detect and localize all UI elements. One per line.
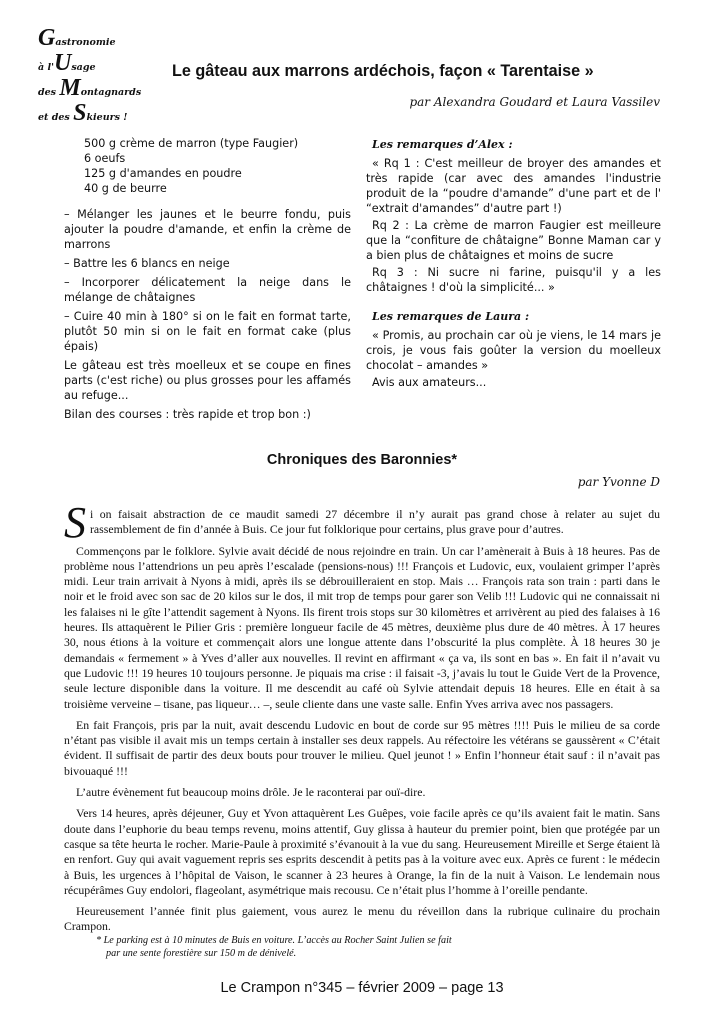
chronicle-paragraph: En fait François, pris par la nuit, avait descendu Ludovic en bout de corde sur 95 mètres !!!! Puis le milieu de sa corde n’étant pas visible il avait mis un temps certain à installer ses deux rappels. Au réfectoire les vétérans se gaussèrent « C’était évident. Il suffisait de partir des deux bouts pour trouver le milieu. Quel jeunot ! » Enfin l’honneur était sauf : il n’avait pas bivouaqué !!! bbox=[64, 717, 660, 778]
chronicle-paragraph: Heureusement l’année finit plus gaiement, vous aurez le menu du réveillon dans la rubrique culinaire du prochain Crampon. bbox=[64, 904, 660, 934]
recipe-remarks bbox=[366, 137, 661, 392]
chronicle-body bbox=[64, 498, 660, 941]
recipe-steps bbox=[64, 207, 351, 426]
chronicle-paragraph: Commençons par le folklore. Sylvie avait décidé de nous rejoindre en train. Un car l’amènerait à Buis à 18 heures. Pas de problème nous l’attendrions un peu après l’escalade (pensions-nous) !!! François et Ludovic, eux, voulaient grimper l’après midi. Leur train arrivait à Nyons à midi, après ils se débrouilleraient en stop. Mais … François rata son train : parti dans le noir et le froid avec son sac de 20 kilos sur le dos, il mit trop de temps pour garer son Velib !!! Ludovic qui ne connaissait ni les falaises ni le gîte l’attendit sagement à Nyons. Ils firent trois stops sur 30 kilomètres et arrivèrent au pied des falaises à 16 heures. Ils attaquèrent le Pilier Gris : première longueur facile de 45 mètres, deuxième plus dure de 40 mètres. À 17 heures 30, nous étions à la voiture et commençait alors une longue attente dans l’obscurité la plus complète. À 18 heures 30 je demandais « fermement » à Yves d’aller aux nouvelles. Il revint en affirmant « ça va, ils sont en bas ». En fait il n’avait vu que Ludovic !!! 19 heures 10 toujours personne. Je piquais ma crise : il faisait -3, j’avais lu tout le Guide Vert de la Provence, seule lecture disponible dans la voiture. Il me descendit au café où Sylvie attendait depuis 18 heures. Elle en était à sa troisième verveine – tisane, pas liqueur… –, seule cliente dans une vaste salle. Enfin Yves arriva avec nos passagers. bbox=[64, 543, 660, 711]
remark-paragraph: Avis aux amateurs... bbox=[372, 376, 487, 389]
recipe-step: Bilan des courses : très rapide et trop bon :) bbox=[64, 408, 311, 421]
remark-paragraph: Rq 2 : La crème de marron Faugier est meilleure que la “confiture de châtaigne” Bonne Maman car y a bien plus de châtaignes et moins de sucre bbox=[366, 219, 661, 262]
magazine-logo: Gastronomie à l'Usage des Montagnards et des Skieurs ! bbox=[38, 25, 142, 126]
chronicle-paragraph: L’autre évènement fut beaucoup moins drôle. Je le raconterai par ouï-dire. bbox=[76, 785, 426, 800]
recipe-step: – Incorporer délicatement la neige dans le mélange de châtaignes bbox=[64, 276, 351, 304]
chronicle-paragraph: Si on faisait abstraction de ce maudit samedi 27 décembre il n’y aurait pas grand chose à relater au sujet du rassemblement de fin d’année à Buis. Ce jour fut folklorique pour certains, plus grave pour d’autres. bbox=[64, 498, 660, 547]
remarks-laura-heading: Les remarques de Laura : bbox=[372, 310, 530, 323]
remarks-alex-heading: Les remarques d’Alex : bbox=[372, 138, 513, 151]
chronicle-byline: par Yvonne D bbox=[577, 475, 660, 489]
drop-cap: S bbox=[64, 498, 86, 547]
recipe-title: Le gâteau aux marrons ardéchois, façon « Tarentaise » bbox=[172, 62, 594, 80]
recipe-byline: par Alexandra Goudard et Laura Vassilev bbox=[409, 95, 660, 109]
remark-paragraph: « Promis, au prochain car où je viens, le 14 mars je crois, je vous fais goûter la version du moelleux chocolat – amandes » bbox=[366, 329, 661, 372]
recipe-step: – Cuire 40 min à 180° si on le fait en format tarte, plutôt 50 min si on le fait en format cake (plus épais) bbox=[64, 310, 351, 353]
chronicle-paragraph: Vers 14 heures, après déjeuner, Guy et Yvon attaquèrent Les Guêpes, voie facile après ce qu’ils avaient fait le matin. Sans doute dans l’euphorie du beau temps revenu, moins attentif, Guy glissa à hauteur du premier point, bien que protégée par un casque sa tête heurta le rocher. Marie-Paule à proximité s’évanouit à la vue du sang. Heureusement Mireille et Serge étaient là en renfort. Guy qui avait vaguement repris ses esprits descendit à petits pas à la voiture avec eux. Après ce furent : le médecin à Buis, les urgences à l’hôpital de Vaison, le scanner à 23 heures à Orange, la fin de la nuit à Vaison. Le lendemain nous récupérâmes Guy endolori, flageolant, asymétrique mais recousu. Ce n’était plus l’homme à l’oreille pendante. bbox=[64, 806, 660, 897]
ingredient-item: 6 oeufs bbox=[84, 152, 126, 165]
chronicle-title: Chroniques des Baronnies* bbox=[266, 452, 458, 468]
remark-paragraph: Rq 3 : Ni sucre ni farine, puisqu'il y a les châtaignes ! d'où la simplicité... » bbox=[366, 266, 661, 294]
recipe-step: – Mélanger les jaunes et le beurre fondu, puis ajouter la poudre d'amande, et enfin la crème de marrons bbox=[64, 208, 351, 251]
ingredient-item: 40 g de beurre bbox=[84, 182, 167, 195]
footnote: * Le parking est à 10 minutes de Buis en voiture. L’accès au Rocher Saint Julien se fait par une sente forestière sur 150 m de dénivelé. bbox=[96, 935, 452, 959]
recipe-step: Le gâteau est très moelleux et se coupe en fines parts (c'est riche) ou plus grosses pour les affamés au refuge... bbox=[64, 359, 351, 402]
ingredient-item: 125 g d'amandes en poudre bbox=[84, 167, 242, 180]
ingredient-item: 500 g crème de marron (type Faugier) bbox=[84, 137, 299, 150]
remark-paragraph: « Rq 1 : C'est meilleur de broyer des amandes et très rapide (car avec des amandes l'industrie produit de la “poudre d'amande” d'une part et de l' “extrait d'amandes” d'autre part !) bbox=[366, 157, 661, 215]
page-footer: Le Crampon n°345 – février 2009 – page 13 bbox=[220, 980, 504, 996]
recipe-step: – Battre les 6 blancs en neige bbox=[64, 257, 230, 270]
ingredient-list bbox=[84, 136, 298, 196]
